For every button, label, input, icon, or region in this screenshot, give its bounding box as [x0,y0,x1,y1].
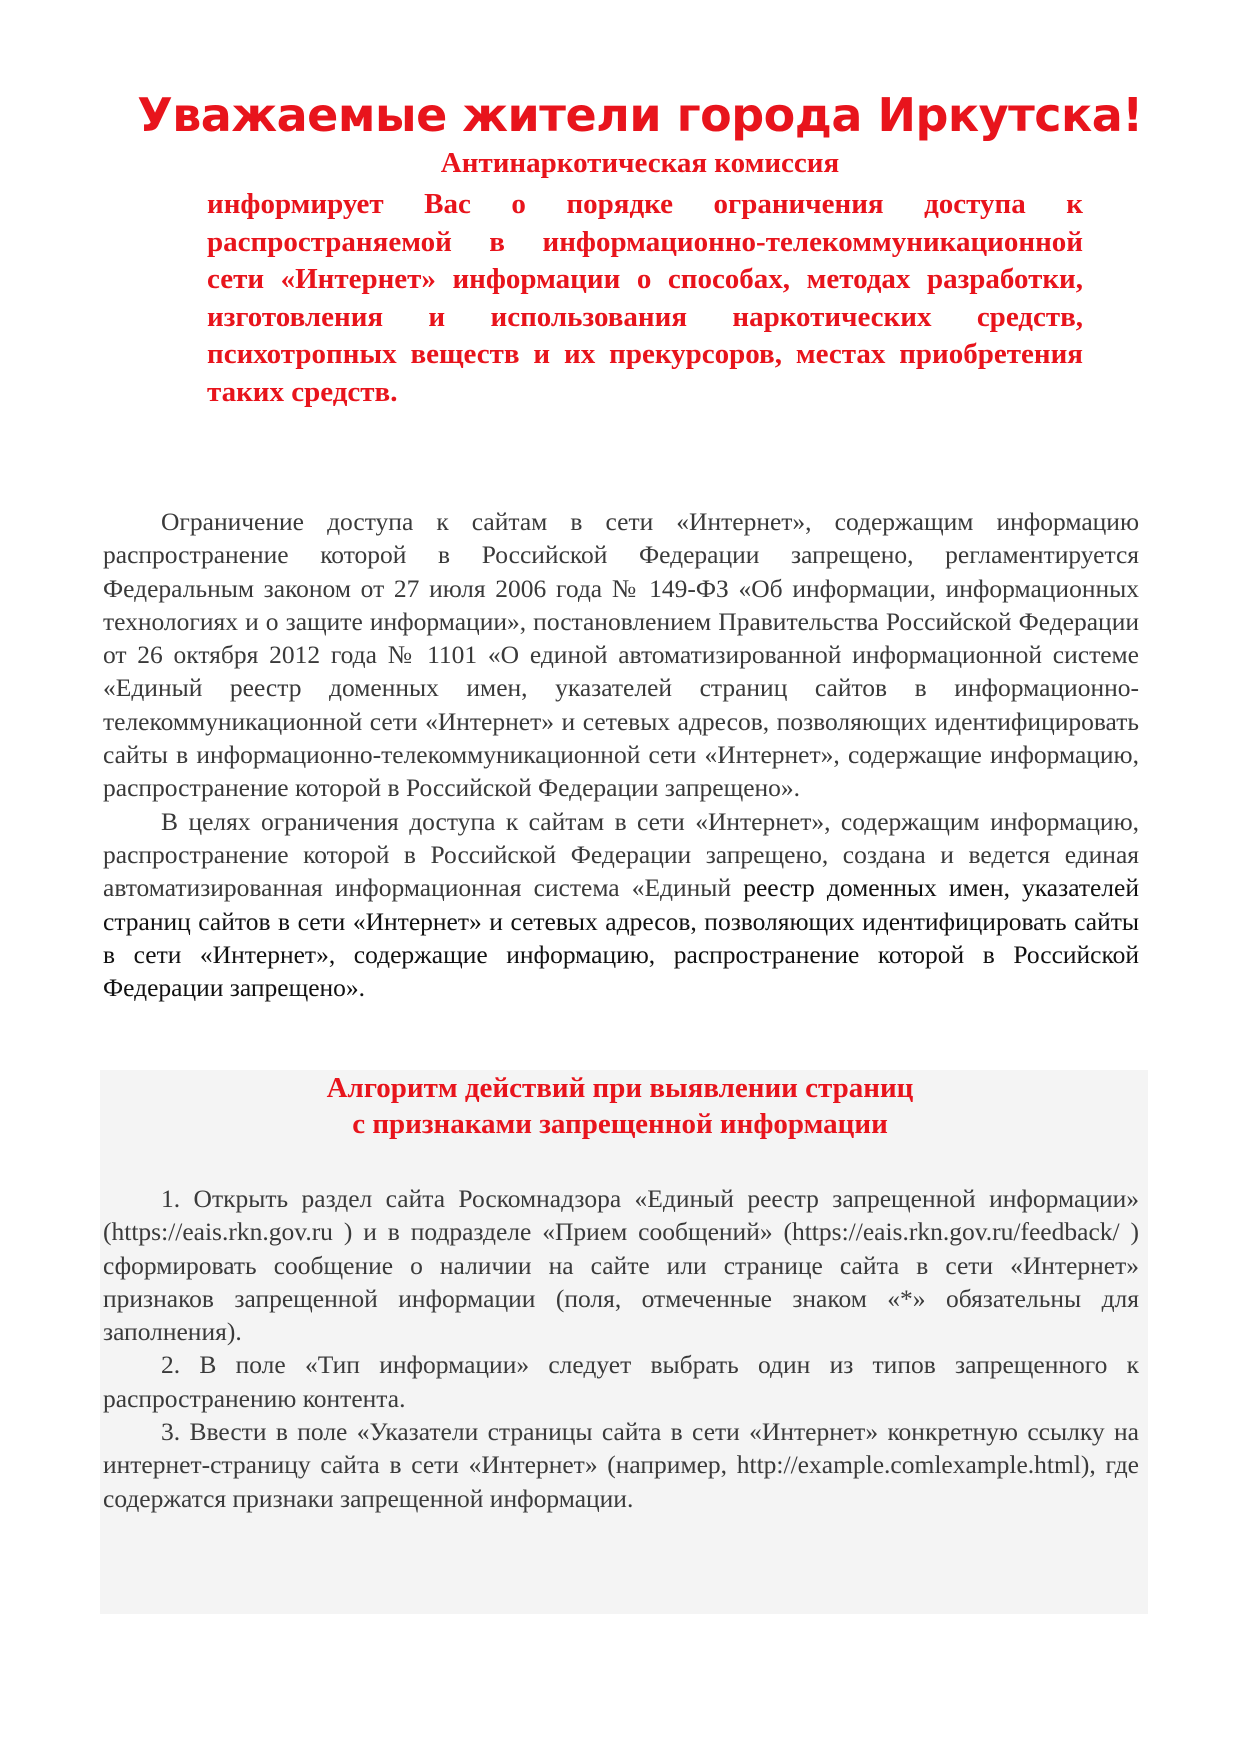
algorithm-steps [103,1182,1139,1515]
algorithm-step: 1. Открыть раздел сайта Роскомнадзора «Единый реестр запрещенной информации» (https://eais.rkn.gov.ru ) и в подразделе «Прием сообщений» (https://eais.rkn.gov.ru/feedback/ ) сформировать сообщение о наличии на сайте или странице сайта в сети «Интернет» признаков запрещенной информации (поля, отмеченные знаком «*» обязательны для заполнения). [103,1184,1139,1347]
algorithm-step: 3. Ввести в поле «Указатели страницы сайта в сети «Интернет» конкретную ссылку на интернет-страницу сайта в сети «Интернет» (например, http://example.comlexample.html), где содержатся признаки запрещенной информации. [103,1417,1139,1513]
algorithm-title-line2: с признаками запрещенной информации [352,1108,888,1140]
page-title: Уважаемые жители города Иркутска! [137,88,1143,142]
algorithm-title-line1: Алгоритм действий при выявлении страниц [326,1072,914,1104]
paragraph-registry-part2: реестр доменных имен, указателей страниц сайтов в сети «Интернет» и сетевых адресов, позволяющих идентифицировать сайты в сети «Интернет», содержащие информацию, распространение которой в Российской Федерации запрещено». [103,873,1140,1003]
intro-announcement: информирует Вас о порядке ограничения доступа к распространяемой в информационно-телекоммуникационной сети «Интернет» информации о способах, методах разработки, изготовления и использования наркотических средств, психотропных веществ и их прекурсоров, местах приобретения таких средств. [207,188,1083,408]
paragraph-registry-part1: В целях ограничения доступа к сайтам в сети «Интернет», содержащим информацию, распространение которой в Российской Федерации запрещено, создана и ведется единая автоматизированная информационная система «Единый [103,806,1139,903]
legal-basis-section [103,505,1139,1004]
commission-name: Антинаркотическая комиссия [440,147,840,179]
paragraph-registry [103,805,1139,1005]
paragraph-legal-basis: Ограничение доступа к сайтам в сети «Интернет», содержащим информацию распространение которой в Российской Федерации запрещено, регламентируется Федеральным законом от 27 июля 2006 года № 149-ФЗ «Об информации, информационных технологиях и о защите информации», постановлением Правительства Российской Федерации от 26 октября 2012 года № 1101 «О единой автоматизированной информационной системе «Единый реестр доменных имен, указателей страниц сайтов в информационно-телекоммуникационной сети «Интернет» и сетевых адресов, позволяющих идентифицировать сайты в информационно-телекоммуникационной сети «Интернет», содержащие информацию, распространение которой в Российской Федерации запрещено». [103,507,1139,803]
algorithm-step: 2. В поле «Тип информации» следует выбрать один из типов запрещенного к распространению контента. [103,1350,1139,1413]
algorithm-title [0,1070,1240,1142]
